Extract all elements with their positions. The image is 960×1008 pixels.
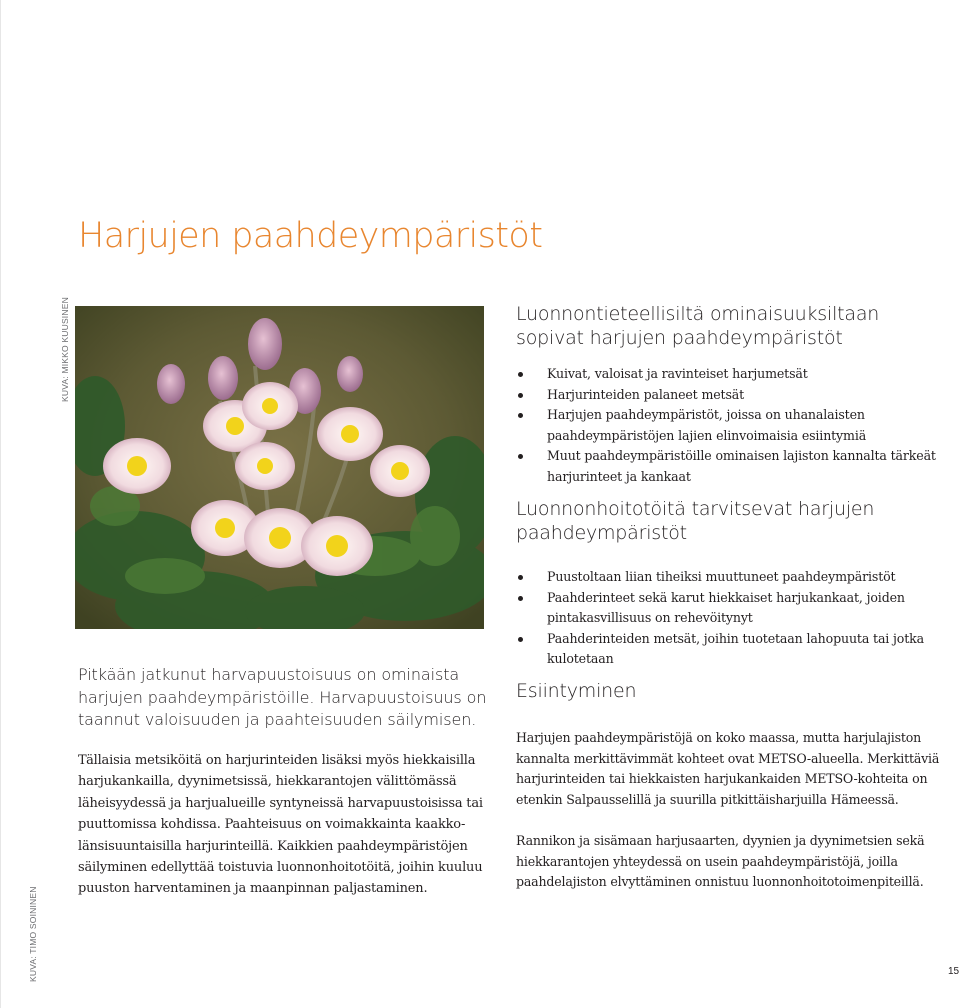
page-title: Harjujen paahdeympäristöt	[78, 216, 543, 256]
flower-illustration	[75, 306, 484, 629]
pasque-flower-photo	[75, 306, 484, 629]
page-edge-line	[0, 0, 1, 1008]
lead-paragraph: Pitkään jatkunut harvapuustoisuus on ominaista harjujen paahdeympäristöille. Harvapuustoisuus on taannut valoisuuden ja paahteisuuden säilymisen.	[78, 665, 487, 729]
bullet-icon	[518, 413, 523, 418]
list-item: Harjujen paahdeympäristöt, joissa on uhanalaisten paahdeympäristöjen lajien elinvoimaisia esiintymiä	[516, 405, 936, 446]
occurrence-paragraph-1: Harjujen paahdeympäristöjä on koko maassa, mutta harjulajiston kannalta merkittävimmät kohteet ovat METSO-alueella. Merkittäviä harjurinteiden tai hiekkaisten harjukankaiden METSO-kohteita on etenkin Salpausselillä ja suurilla pitkittäisharjuilla Hämeessä.	[516, 730, 940, 807]
bullet-icon	[518, 575, 523, 580]
photo-credit-bottom: KUVA: TIMO SOININEN	[28, 886, 38, 982]
suitable-sites-list	[516, 364, 936, 487]
section-heading-occurrence: Esiintyminen	[516, 680, 637, 702]
bullet-icon	[518, 637, 523, 642]
bullet-icon	[518, 596, 523, 601]
bullet-icon	[518, 372, 523, 377]
list-item: Puustoltaan liian tiheiksi muuttuneet paahdeympäristöt	[516, 567, 936, 588]
body-paragraph: Tällaisia metsiköitä on harjurinteiden lisäksi myös hiekkaisilla harjukankailla, dyynimetsissä, hiekkarantojen välittömässä läheisyydessä ja harjualueille syntyneissä harvapuustoisissa tai puuttomissa kohdissa. Paahteisuus on voimakkainta kaakko-länsisuuntaisilla harjurinteillä. Kaikkien paahdeympäristöjen säilyminen edellyttää toistuvia luonnonhoitotöitä, joihin kuuluu puuston harventaminen ja maanpinnan paljastaminen.	[78, 753, 483, 897]
list-item: Muut paahdeympäristöille ominaisen lajiston kannalta tärkeät harjurinteet ja kankaat	[516, 446, 936, 487]
page-number: 15	[948, 966, 960, 977]
section-heading-management-needed: Luonnonhoitotöitä tarvitsevat harjujen paahdeympäristöt	[516, 498, 875, 544]
photo-credit-top: KUVA: MIKKO KUUSINEN	[60, 297, 70, 402]
list-item: Harjurinteiden palaneet metsät	[516, 385, 936, 406]
list-item: Paahderinteet sekä karut hiekkaiset harjukankaat, joiden pintakasvillisuus on rehevöitynyt	[516, 588, 936, 629]
bullet-icon	[518, 393, 523, 398]
occurrence-paragraph-2: Rannikon ja sisämaan harjusaarten, dyynien ja dyynimetsien sekä hiekkarantojen yhteydessä on usein paahdeympäristöjä, joilla paahdelajiston elvyttäminen onnistuu luonnonhoitotoimenpiteillä.	[516, 833, 925, 889]
bullet-icon	[518, 454, 523, 459]
management-needed-list	[516, 567, 936, 670]
list-item: Paahderinteiden metsät, joihin tuotetaan lahopuuta tai jotka kulotetaan	[516, 629, 936, 670]
section-heading-suitable-sites: Luonnontieteellisiltä ominaisuuksiltaan sopivat harjujen paahdeympäristöt	[516, 303, 880, 349]
list-item: Kuivat, valoisat ja ravinteiset harjumetsät	[516, 364, 936, 385]
